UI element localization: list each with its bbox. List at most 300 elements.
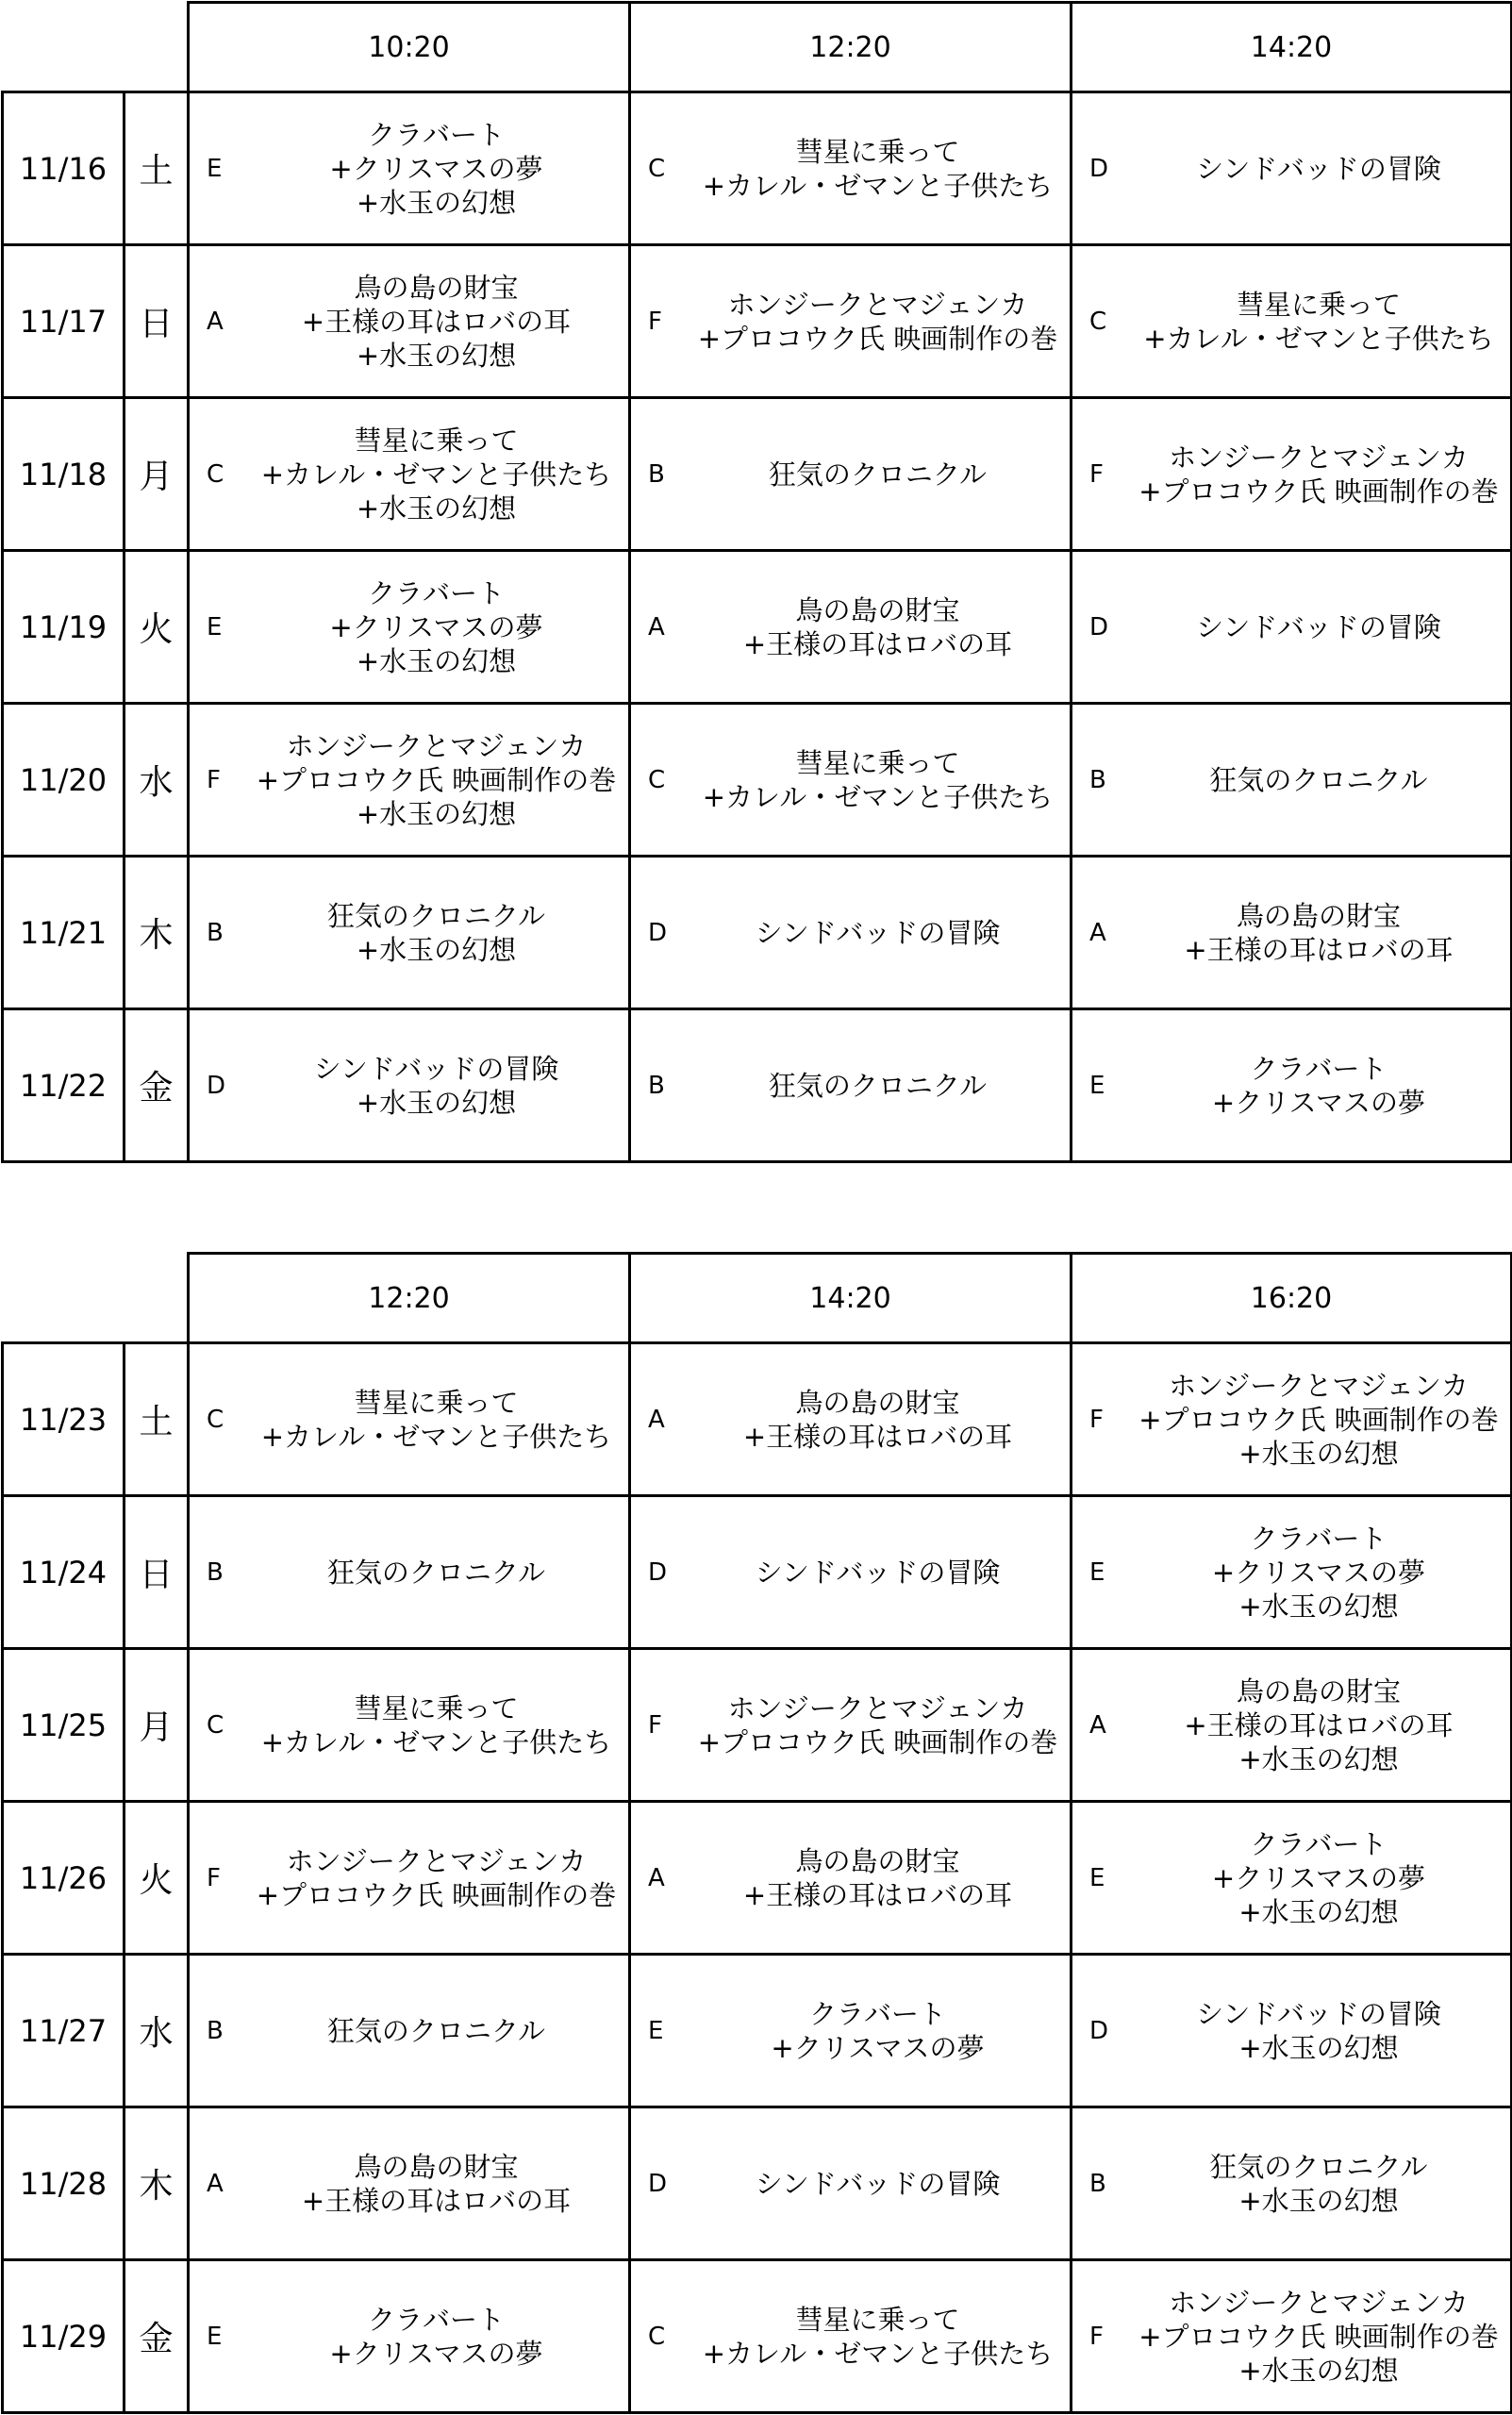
program-code: B [207,918,224,947]
program-slot [631,552,1070,702]
program-title-line: +クリスマスの夢 [1211,1556,1426,1589]
program-slot [631,2108,1070,2258]
program-code: A [648,1405,665,1434]
program-slot [631,1344,1070,1494]
program-title-line: ホンジークとマジェンカ [286,729,587,762]
program-titles [1133,2286,1510,2388]
program-title-line: +プロコウク氏 映画制作の巻 [697,1725,1058,1758]
schedule-row [3,245,1512,398]
program-cell [630,245,1072,398]
weekday-cell: 木 [125,2107,189,2260]
program-title-line: シンドバッドの冒険 [1196,152,1441,185]
program-titles [1133,2150,1510,2218]
program-title-line: シンドバッドの冒険 [1196,610,1441,643]
program-slot [1072,1956,1510,2106]
schedule-row [3,92,1512,245]
program-slot [190,1956,628,2106]
program-title-line: +クリスマスの夢 [1211,1861,1426,1894]
program-cell [189,1009,630,1162]
program-cell [1072,857,1512,1009]
program-title-line: +水玉の幻想 [356,491,517,525]
program-code: F [1089,1405,1104,1434]
program-titles [1133,441,1510,508]
program-slot [190,1650,628,1800]
date-cell: 11/19 [3,551,125,704]
program-code: B [648,1071,665,1100]
program-cell [189,2107,630,2260]
program-title-line: 彗星に乗って [354,1386,519,1419]
program-cell [189,1343,630,1496]
program-title-line: 彗星に乗って [1236,288,1401,321]
showtime-header: 12:20 [630,3,1072,92]
program-slot [190,1010,628,1160]
program-titles [691,1997,1070,2065]
program-cell [189,857,630,1009]
program-cell [189,92,630,245]
date-cell: 11/18 [3,398,125,551]
program-titles [691,1069,1070,1103]
program-title-line: +カレル・ゼマンと子供たち [702,169,1054,202]
program-title-line: +プロコウク氏 映画制作の巻 [256,763,617,796]
program-title-line: +カレル・ゼマンと子供たち [260,1420,612,1453]
weekday-cell: 金 [125,2260,189,2413]
program-titles [250,424,628,525]
program-title-line: 彗星に乗って [354,424,519,457]
program-title-line: クラバート [1250,1827,1387,1860]
program-cell [1072,398,1512,551]
date-cell: 11/17 [3,245,125,398]
weekday-cell: 水 [125,1955,189,2107]
program-titles [691,916,1070,950]
program-cell [1072,1343,1512,1496]
program-titles [1133,610,1510,644]
program-slot [1072,2261,1510,2411]
program-title-line: シンドバッドの冒険 [755,2167,1001,2200]
program-title-line: クラバート [1250,1522,1387,1555]
header-row [3,1254,1512,1343]
program-cell [1072,2107,1512,2260]
date-cell: 11/20 [3,704,125,857]
program-titles [1133,899,1510,967]
program-title-line: 狂気のクロニクル [326,1556,546,1589]
program-cell [1072,92,1512,245]
program-titles [250,118,628,220]
schedule-row [3,1496,1512,1649]
schedule-row [3,1649,1512,1802]
program-code: C [1089,307,1107,336]
showtime-header: 14:20 [630,1254,1072,1343]
schedule-row [3,2107,1512,2260]
program-title-line: ホンジークとマジェンカ [1169,441,1469,474]
program-slot [190,858,628,1008]
weekday-cell: 日 [125,1496,189,1649]
program-titles [1133,288,1510,356]
program-code: A [648,612,665,641]
program-slot [190,1803,628,1953]
program-title-line: +プロコウク氏 映画制作の巻 [697,322,1058,355]
weekday-cell: 水 [125,704,189,857]
program-code: B [1089,2169,1106,2198]
program-cell [189,1496,630,1649]
program-titles [691,593,1070,661]
weekday-cell: 日 [125,245,189,398]
program-title-line: 鳥の島の財宝 [1236,899,1401,932]
program-title-line: +水玉の幻想 [1238,2184,1399,2217]
program-slot [631,93,1070,243]
program-code: C [207,1405,224,1434]
program-titles [250,576,628,678]
program-title-line: +水玉の幻想 [1238,1895,1399,1928]
program-titles [250,2150,628,2218]
program-title-line: +水玉の幻想 [356,186,517,219]
program-slot [1072,2108,1510,2258]
date-cell: 11/29 [3,2260,125,2413]
program-titles [250,1844,628,1912]
schedule-row [3,1802,1512,1955]
program-cell [189,551,630,704]
program-title-line: 狂気のクロニクル [1209,763,1428,796]
program-cell [630,1496,1072,1649]
program-title-line: +水玉の幻想 [1238,1742,1399,1775]
program-code: A [1089,918,1106,947]
program-titles [250,1556,628,1590]
program-slot [631,2261,1070,2411]
program-title-line: +水玉の幻想 [1238,1590,1399,1623]
program-slot [190,246,628,396]
program-code: D [207,1071,226,1100]
program-titles [691,1556,1070,1590]
program-cell [630,92,1072,245]
program-titles [250,1386,628,1454]
program-cell [630,1955,1072,2107]
program-titles [691,1691,1070,1759]
weekday-cell: 木 [125,857,189,1009]
program-title-line: +王様の耳はロバの耳 [742,1878,1013,1911]
program-cell [189,245,630,398]
date-cell: 11/24 [3,1496,125,1649]
program-title-line: シンドバッドの冒険 [755,916,1001,949]
program-slot [1072,705,1510,855]
program-titles [250,2014,628,2048]
program-code: E [1089,1071,1105,1100]
program-slot [631,1497,1070,1647]
program-title-line: +クリスマスの夢 [1211,1086,1426,1119]
program-slot [190,1497,628,1647]
weekday-cell: 月 [125,398,189,551]
program-title-line: 狂気のクロニクル [326,899,546,932]
program-title-line: +王様の耳はロバの耳 [742,627,1013,660]
program-titles [691,1844,1070,1912]
program-code: D [1089,2016,1109,2045]
program-title-line: 彗星に乗って [354,1691,519,1724]
program-code: D [1089,612,1109,641]
program-titles [250,729,628,831]
program-slot [1072,399,1510,549]
program-cell [1072,1649,1512,1802]
program-slot [1072,246,1510,396]
program-code: A [648,1863,665,1892]
program-title-line: +水玉の幻想 [356,797,517,830]
program-title-line: クラバート [367,2303,505,2336]
program-titles [1133,1674,1510,1776]
program-code: C [648,154,666,183]
program-title-line: クラバート [1250,1052,1387,1085]
program-title-line: ホンジークとマジェンカ [727,1691,1028,1724]
program-code: F [648,307,662,336]
program-title-line: +水玉の幻想 [356,339,517,372]
schedule-row [3,1009,1512,1162]
program-code: D [648,1557,668,1587]
program-title-line: +プロコウク氏 映画制作の巻 [1138,1403,1499,1436]
program-cell [630,398,1072,551]
program-title-line: 鳥の島の財宝 [354,2150,519,2183]
program-cell [630,1802,1072,1955]
program-cell [630,2107,1072,2260]
program-cell [1072,1496,1512,1649]
program-code: E [648,2016,664,2045]
program-slot [190,93,628,243]
program-cell [189,1649,630,1802]
program-title-line: 彗星に乗って [795,2303,960,2336]
program-title-line: シンドバッドの冒険 [313,1052,559,1085]
program-code: D [648,2169,668,2198]
program-titles [250,2303,628,2371]
program-code: D [648,918,668,947]
program-cell [630,1649,1072,1802]
corner-blank-cell [3,3,189,92]
program-titles [691,2167,1070,2201]
program-titles [1133,1522,1510,1624]
program-cell [630,857,1072,1009]
program-title-line: +水玉の幻想 [1238,2031,1399,2064]
program-code: E [207,612,223,641]
schedule-row [3,2260,1512,2413]
program-cell [1072,245,1512,398]
program-code: F [648,1710,662,1740]
program-title-line: クラバート [367,576,505,609]
program-title-line: 狂気のクロニクル [768,1069,988,1102]
schedule-row [3,1955,1512,2107]
weekday-cell: 金 [125,1009,189,1162]
date-cell: 11/28 [3,2107,125,2260]
program-title-line: +クリスマスの夢 [329,152,543,185]
program-title-line: シンドバッドの冒険 [1196,1997,1441,2030]
program-cell [630,1343,1072,1496]
program-title-line: ホンジークとマジェンカ [286,1844,587,1877]
program-titles [1133,1369,1510,1471]
program-slot [190,552,628,702]
program-code: E [1089,1863,1105,1892]
program-slot [190,1344,628,1494]
program-slot [1072,1497,1510,1647]
date-cell: 11/25 [3,1649,125,1802]
program-titles [1133,1052,1510,1120]
program-cell [189,704,630,857]
schedule-table-week-2 [1,1252,1512,2414]
program-titles [1133,1827,1510,1929]
schedule-row [3,551,1512,704]
schedule-row [3,398,1512,551]
program-cell [630,2260,1072,2413]
program-slot [1072,552,1510,702]
schedule-row [3,857,1512,1009]
program-code: A [1089,1710,1106,1740]
weekday-cell: 月 [125,1649,189,1802]
program-slot [1072,1650,1510,1800]
program-code: A [207,307,224,336]
program-code: D [1089,154,1109,183]
program-title-line: 狂気のクロニクル [326,2014,546,2047]
program-slot [1072,1344,1510,1494]
program-slot [631,1010,1070,1160]
program-code: B [648,459,665,489]
program-slot [631,246,1070,396]
program-slot [190,399,628,549]
program-titles [691,746,1070,814]
program-title-line: +水玉の幻想 [356,933,517,966]
schedule-row [3,704,1512,857]
program-titles [1133,763,1510,797]
date-cell: 11/23 [3,1343,125,1496]
program-title-line: 鳥の島の財宝 [795,593,960,626]
header-row [3,3,1512,92]
program-slot [631,1956,1070,2106]
program-titles [250,1052,628,1120]
schedule-row [3,1343,1512,1496]
program-title-line: +クリスマスの夢 [329,610,543,643]
program-cell [630,551,1072,704]
program-title-line: +プロコウク氏 映画制作の巻 [256,1878,617,1911]
program-code: F [1089,459,1104,489]
program-slot [631,399,1070,549]
program-title-line: 鳥の島の財宝 [354,271,519,304]
program-code: A [207,2169,224,2198]
program-titles [691,135,1070,203]
program-cell [1072,1802,1512,1955]
program-slot [190,2261,628,2411]
program-title-line: 鳥の島の財宝 [795,1844,960,1877]
program-cell [1072,1009,1512,1162]
program-titles [691,458,1070,491]
program-title-line: +クリスマスの夢 [329,2337,543,2370]
program-titles [691,2303,1070,2371]
program-title-line: +カレル・ゼマンと子供たち [702,780,1054,813]
program-title-line: 鳥の島の財宝 [1236,1674,1401,1707]
program-title-line: ホンジークとマジェンカ [1169,1369,1469,1402]
weekday-cell: 火 [125,1802,189,1955]
date-cell: 11/26 [3,1802,125,1955]
showtime-header: 14:20 [1072,3,1512,92]
program-code: C [648,2322,666,2351]
program-title-line: クラバート [808,1997,946,2030]
program-titles [691,1386,1070,1454]
program-title-line: 彗星に乗って [795,746,960,779]
program-title-line: +カレル・ゼマンと子供たち [702,2337,1054,2370]
program-cell [1072,704,1512,857]
program-slot [631,1650,1070,1800]
program-slot [1072,1010,1510,1160]
program-titles [250,1691,628,1759]
program-title-line: +カレル・ゼマンと子供たち [1143,322,1494,355]
program-title-line: 彗星に乗って [795,135,960,168]
program-code: F [207,1863,221,1892]
program-code: B [207,1557,224,1587]
program-cell [1072,2260,1512,2413]
program-cell [1072,551,1512,704]
date-cell: 11/21 [3,857,125,1009]
program-slot [190,2108,628,2258]
program-titles [1133,152,1510,186]
program-title-line: +カレル・ゼマンと子供たち [260,1725,612,1758]
showtime-header: 12:20 [189,1254,630,1343]
corner-blank-cell [3,1254,189,1343]
program-titles [691,288,1070,356]
program-cell [189,1955,630,2107]
weekday-cell: 土 [125,92,189,245]
program-code: C [207,459,224,489]
program-title-line: +水玉の幻想 [356,1086,517,1119]
program-title-line: 狂気のクロニクル [1209,2150,1428,2183]
program-title-line: +プロコウク氏 映画制作の巻 [1138,475,1499,508]
weekday-cell: 火 [125,551,189,704]
program-title-line: クラバート [367,118,505,151]
program-code: F [207,765,221,794]
program-cell [630,1009,1072,1162]
program-slot [1072,1803,1510,1953]
date-cell: 11/27 [3,1955,125,2107]
program-title-line: +王様の耳はロバの耳 [301,2184,572,2217]
program-slot [631,1803,1070,1953]
program-slot [190,705,628,855]
program-title-line: +王様の耳はロバの耳 [742,1420,1013,1453]
program-title-line: ホンジークとマジェンカ [1169,2286,1469,2319]
program-title-line: +水玉の幻想 [1238,1437,1399,1470]
program-title-line: +王様の耳はロバの耳 [1184,1708,1454,1741]
schedule-table-week-1 [1,1,1512,1163]
program-cell [189,2260,630,2413]
program-titles [1133,1997,1510,2065]
program-cell [1072,1955,1512,2107]
program-title-line: +水玉の幻想 [1238,2354,1399,2387]
program-title-line: +カレル・ゼマンと子供たち [260,458,612,491]
program-title-line: +水玉の幻想 [356,644,517,677]
program-title-line: +王様の耳はロバの耳 [301,305,572,338]
program-code: B [207,2016,224,2045]
program-title-line: 鳥の島の財宝 [795,1386,960,1419]
program-code: C [648,765,666,794]
program-cell [189,1802,630,1955]
program-code: F [1089,2322,1104,2351]
program-slot [1072,93,1510,243]
program-slot [1072,858,1510,1008]
program-cell [189,398,630,551]
program-code: C [207,1710,224,1740]
date-cell: 11/16 [3,92,125,245]
program-code: B [1089,765,1106,794]
program-code: E [1089,1557,1105,1587]
program-code: E [207,154,223,183]
date-cell: 11/22 [3,1009,125,1162]
showtime-header: 16:20 [1072,1254,1512,1343]
program-code: E [207,2322,223,2351]
program-title-line: ホンジークとマジェンカ [727,288,1028,321]
program-titles [250,899,628,967]
weekday-cell: 土 [125,1343,189,1496]
program-titles [250,271,628,373]
program-slot [631,858,1070,1008]
program-cell [630,704,1072,857]
program-title-line: +王様の耳はロバの耳 [1184,933,1454,966]
